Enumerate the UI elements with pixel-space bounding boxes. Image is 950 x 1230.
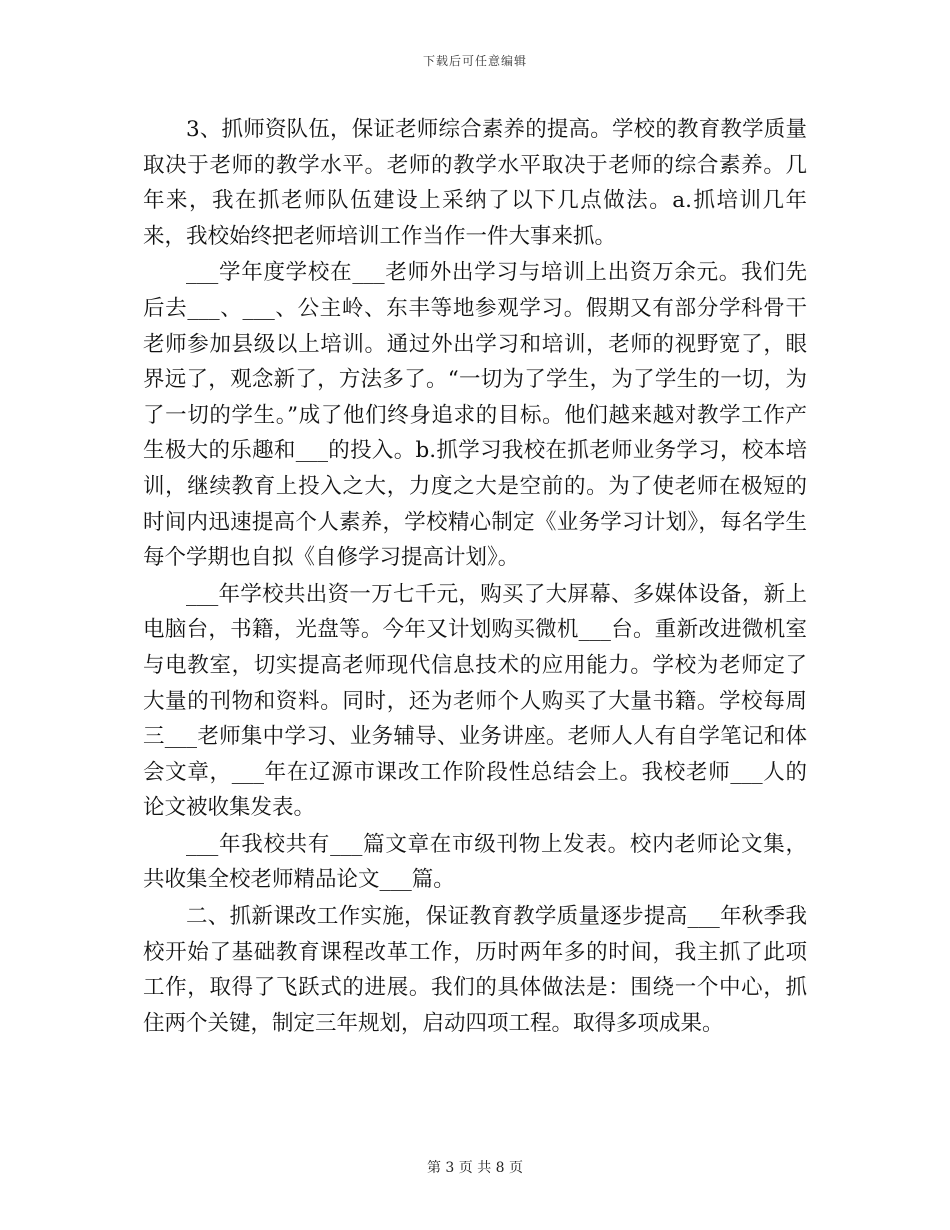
- paragraph-equipment-purchase: ___年学校共出资一万七千元，购买了大屏幕、多媒体设备，新上电脑台，书籍，光盘等。今年又计划购买微机___台。重新改进微机室与电教室，切实提高老师现代信息技术的应用能力。学校为老师定了大量的刊物和资料。同时，还为老师个人购买了大量书籍。学校每周三___老师集中学习、业务辅导、业务讲座。老师人人有自学笔记和体会文章，___年在辽源市课改工作阶段性总结会上。我校老师___人的论文被收集发表。: [143, 581, 807, 821]
- paragraph-training-investment: ___学年度学校在___老师外出学习与培训上出资万余元。我们先后去___、___、公主岭、东丰等地参观学习。假期又有部分学科骨干老师参加县级以上培训。通过外出学习和培训，老师的视野宽了，眼界远了，观念新了，方法多了。“一切为了学生，为了学生的一切，为了一切的学生。”成了他们终身追求的目标。他们越来越对教学工作产生极大的乐趣和___的投入。b.抓学习我校在抓老师业务学习，校本培训，继续教育上投入之大，力度之大是空前的。为了使老师在极短的时间内迅速提高个人素养，学校精心制定《业务学习计划》，每名学生每个学期也自拟《自修学习提高计划》。: [143, 260, 807, 571]
- paragraph-curriculum-reform: 二、抓新课改工作实施，保证教育教学质量逐步提高___年秋季我校开始了基础教育课程改革工作，历时两年多的时间，我主抓了此项工作，取得了飞跃式的进展。我们的具体做法是：围绕一个中心，抓住两个关键，制定三年规划，启动四项工程。取得多项成果。: [143, 904, 807, 1036]
- paragraph-published-articles: ___年我校共有___篇文章在市级刊物上发表。校内老师论文集，共收集全校老师精品论文___篇。: [143, 831, 807, 893]
- paragraph-teacher-team: 3、抓师资队伍，保证老师综合素养的提高。学校的教育教学质量取决于老师的教学水平。老师的教学水平取决于老师的综合素养。几年来，我在抓老师队伍建设上采纳了以下几点做法。a.抓培训几年来，我校始终把老师培训工作当作一件大事来抓。: [143, 117, 807, 249]
- page-header: 下载后可任意编辑: [422, 54, 527, 68]
- document-body: [143, 112, 807, 1042]
- page-number: 第 3 页 共 8 页: [426, 1160, 524, 1176]
